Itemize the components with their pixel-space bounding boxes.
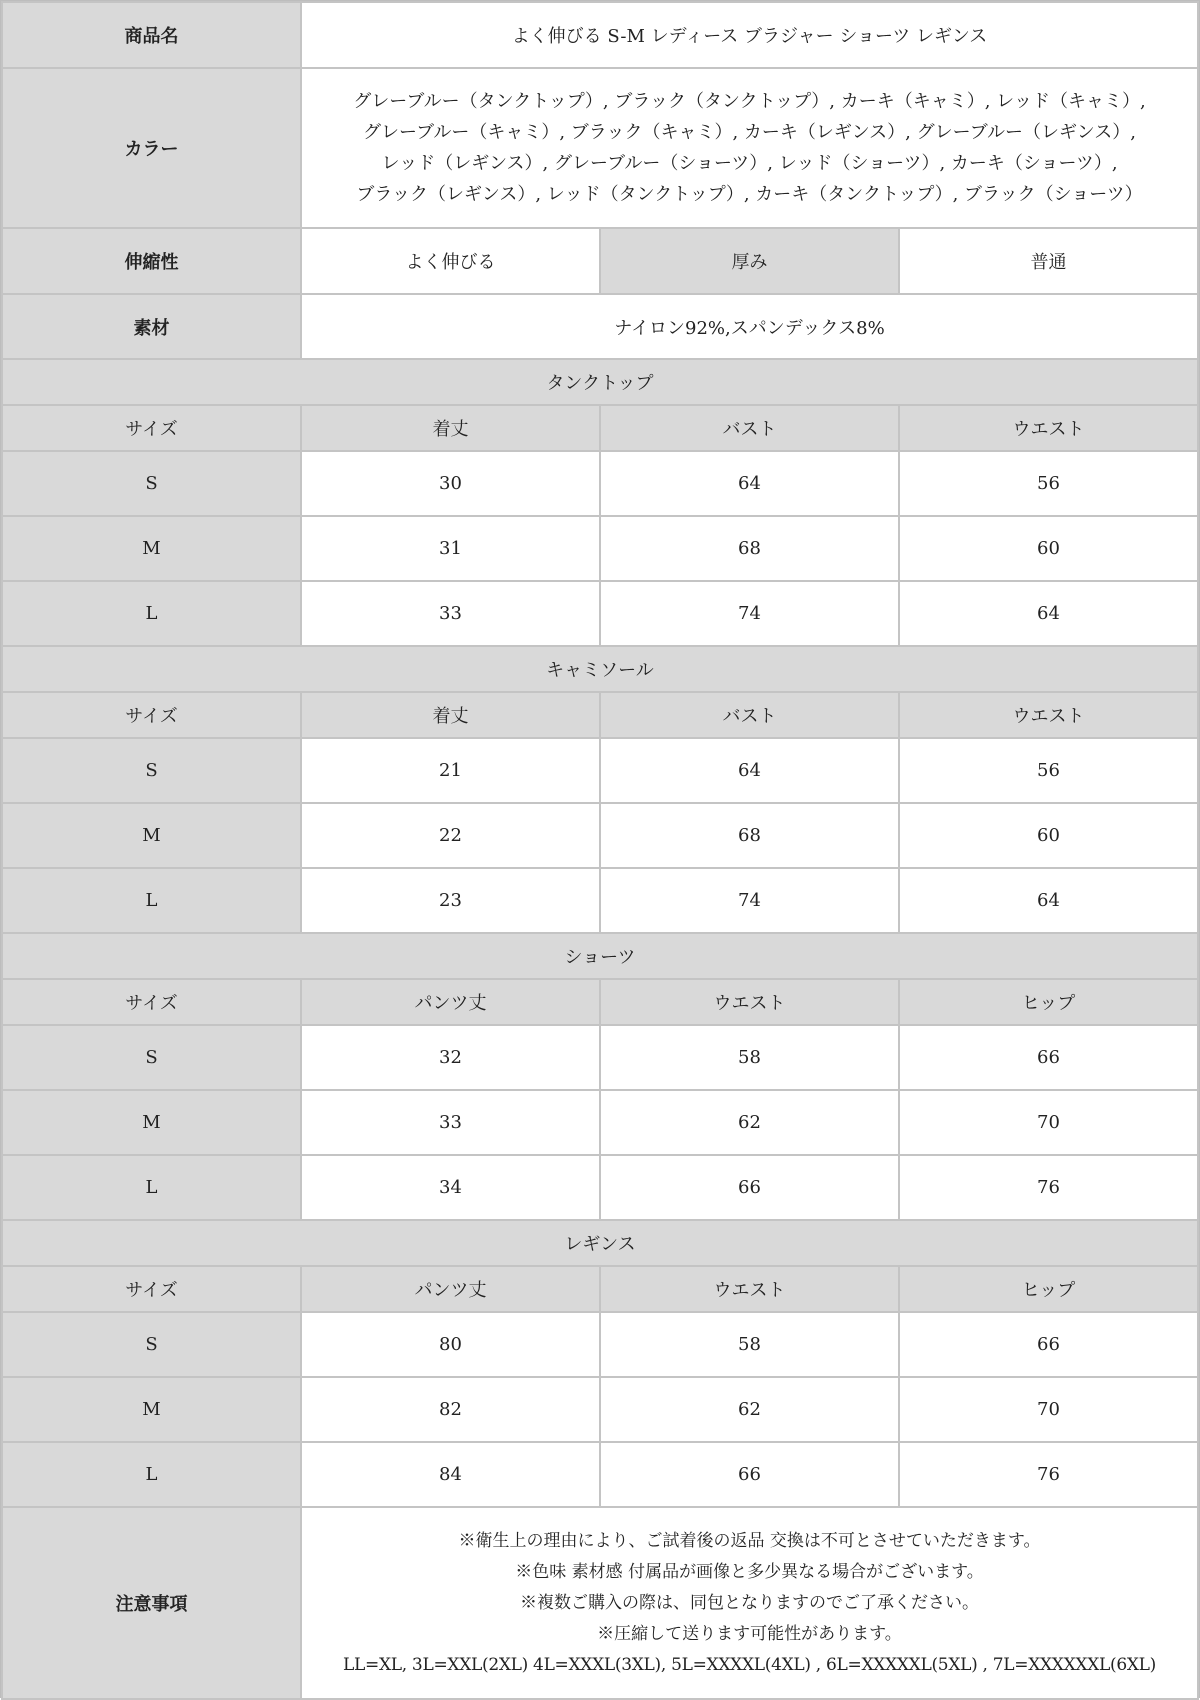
- product-name-row: [2, 2, 1198, 68]
- value-cell: 66: [899, 1312, 1198, 1377]
- value-cell: 62: [600, 1377, 899, 1442]
- value-cell: 64: [899, 581, 1198, 646]
- size-header-row: [2, 692, 1198, 738]
- value-cell: 70: [899, 1377, 1198, 1442]
- value-cell: 23: [301, 868, 600, 933]
- stretch-label: 伸縮性: [2, 228, 301, 294]
- value-cell: 66: [899, 1025, 1198, 1090]
- value-cell: 64: [899, 868, 1198, 933]
- value-cell: 82: [301, 1377, 600, 1442]
- header-measure: ウエスト: [899, 405, 1198, 451]
- size-cell: M: [2, 516, 301, 581]
- size-header-row: [2, 405, 1198, 451]
- header-length: 着丈: [301, 405, 600, 451]
- product-name-label: 商品名: [2, 2, 301, 68]
- value-cell: 66: [600, 1442, 899, 1507]
- size-cell: S: [2, 451, 301, 516]
- size-row: [2, 1377, 1198, 1442]
- size-cell: S: [2, 1312, 301, 1377]
- value-cell: 33: [301, 581, 600, 646]
- value-cell: 76: [899, 1155, 1198, 1220]
- product-name-value: よく伸びる S-M レディース ブラジャー ショーツ レギンス: [301, 2, 1198, 68]
- value-cell: 64: [600, 451, 899, 516]
- size-cell: S: [2, 1025, 301, 1090]
- size-row: [2, 1155, 1198, 1220]
- spec-table: [1, 1, 1199, 1700]
- value-cell: 74: [600, 581, 899, 646]
- notes-row: [2, 1507, 1198, 1699]
- notes-value: [301, 1507, 1198, 1699]
- size-cell: L: [2, 1442, 301, 1507]
- stretch-value: よく伸びる: [301, 228, 600, 294]
- material-label: 素材: [2, 294, 301, 359]
- stretch-row: [2, 228, 1198, 294]
- header-measure: バスト: [600, 692, 899, 738]
- size-row: [2, 516, 1198, 581]
- value-cell: 68: [600, 803, 899, 868]
- value-cell: 58: [600, 1025, 899, 1090]
- section-title-row: [2, 933, 1198, 979]
- header-size: サイズ: [2, 979, 301, 1025]
- section-title: レギンス: [2, 1220, 1198, 1266]
- value-cell: 84: [301, 1442, 600, 1507]
- note-line: LL=XL, 3L=XXL(2XL) 4L=XXXL(3XL), 5L=XXXXL(4XL) , 6L=XXXXXL(5XL) , 7L=XXXXXXL(6XL): [343, 1654, 1156, 1675]
- value-cell: 76: [899, 1442, 1198, 1507]
- note-line: ※複数ご購入の際は、同包となりますのでご了承ください。: [520, 1592, 979, 1613]
- note-line: ※圧縮して送ります可能性があります。: [597, 1623, 902, 1644]
- size-cell: S: [2, 738, 301, 803]
- value-cell: 56: [899, 451, 1198, 516]
- color-line: グレーブルー（キャミ）, ブラック（キャミ）, カーキ（レギンス）, グレーブルー（レギンス）,: [362, 122, 1136, 143]
- color-line: グレーブルー（タンクトップ）, ブラック（タンクトップ）, カーキ（キャミ）, レッド（キャミ）,: [353, 91, 1146, 112]
- color-row: [2, 68, 1198, 228]
- header-length: パンツ丈: [301, 979, 600, 1025]
- header-measure: バスト: [600, 405, 899, 451]
- header-measure: ウエスト: [600, 979, 899, 1025]
- value-cell: 80: [301, 1312, 600, 1377]
- value-cell: 66: [600, 1155, 899, 1220]
- section-title-row: [2, 1220, 1198, 1266]
- size-row: [2, 1312, 1198, 1377]
- material-row: [2, 294, 1198, 359]
- value-cell: 32: [301, 1025, 600, 1090]
- size-header-row: [2, 1266, 1198, 1312]
- color-label: カラー: [2, 68, 301, 228]
- header-measure: ウエスト: [899, 692, 1198, 738]
- color-value: [301, 68, 1198, 228]
- section-title: ショーツ: [2, 933, 1198, 979]
- size-header-row: [2, 979, 1198, 1025]
- color-line: ブラック（レギンス）, レッド（タンクトップ）, カーキ（タンクトップ）, ブラック（ショーツ）: [356, 184, 1143, 205]
- section-title-row: [2, 646, 1198, 692]
- size-cell: L: [2, 581, 301, 646]
- header-length: パンツ丈: [301, 1266, 600, 1312]
- size-row: [2, 1442, 1198, 1507]
- value-cell: 70: [899, 1090, 1198, 1155]
- note-line: ※色味 素材感 付属品が画像と多少異なる場合がございます。: [515, 1561, 984, 1582]
- value-cell: 68: [600, 516, 899, 581]
- value-cell: 33: [301, 1090, 600, 1155]
- value-cell: 22: [301, 803, 600, 868]
- value-cell: 31: [301, 516, 600, 581]
- value-cell: 60: [899, 803, 1198, 868]
- value-cell: 34: [301, 1155, 600, 1220]
- section-title: タンクトップ: [2, 359, 1198, 405]
- value-cell: 64: [600, 738, 899, 803]
- value-cell: 62: [600, 1090, 899, 1155]
- section-title: キャミソール: [2, 646, 1198, 692]
- size-row: [2, 1025, 1198, 1090]
- note-line: ※衛生上の理由により、ご試着後の返品 交換は不可とさせていただきます。: [458, 1530, 1041, 1551]
- value-cell: 74: [600, 868, 899, 933]
- header-measure: ウエスト: [600, 1266, 899, 1312]
- value-cell: 21: [301, 738, 600, 803]
- value-cell: 56: [899, 738, 1198, 803]
- size-cell: M: [2, 1090, 301, 1155]
- size-cell: L: [2, 868, 301, 933]
- size-row: [2, 1090, 1198, 1155]
- section-title-row: [2, 359, 1198, 405]
- color-line: レッド（レギンス）, グレーブルー（ショーツ）, レッド（ショーツ）, カーキ（ショーツ）,: [381, 153, 1118, 174]
- size-row: [2, 868, 1198, 933]
- size-row: [2, 738, 1198, 803]
- size-row: [2, 451, 1198, 516]
- material-value: ナイロン92%,スパンデックス8%: [301, 294, 1198, 359]
- size-row: [2, 581, 1198, 646]
- value-cell: 60: [899, 516, 1198, 581]
- size-row: [2, 803, 1198, 868]
- header-size: サイズ: [2, 405, 301, 451]
- thickness-value: 普通: [899, 228, 1198, 294]
- thickness-label: 厚み: [600, 228, 899, 294]
- header-measure: ヒップ: [899, 1266, 1198, 1312]
- value-cell: 58: [600, 1312, 899, 1377]
- header-size: サイズ: [2, 692, 301, 738]
- header-measure: ヒップ: [899, 979, 1198, 1025]
- value-cell: 30: [301, 451, 600, 516]
- size-cell: L: [2, 1155, 301, 1220]
- size-cell: M: [2, 1377, 301, 1442]
- header-length: 着丈: [301, 692, 600, 738]
- header-size: サイズ: [2, 1266, 301, 1312]
- notes-label: 注意事項: [2, 1507, 301, 1699]
- size-cell: M: [2, 803, 301, 868]
